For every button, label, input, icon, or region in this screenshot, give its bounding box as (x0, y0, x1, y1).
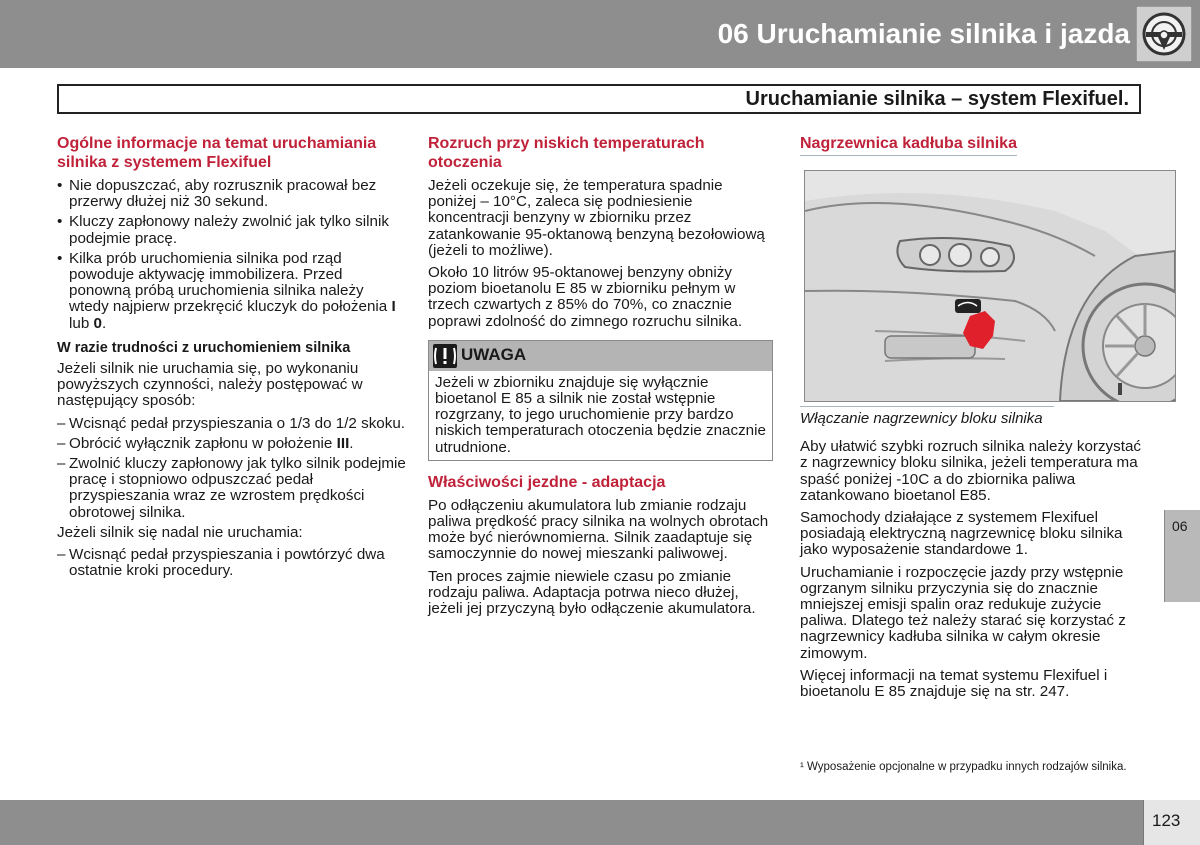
chapter-side-tab[interactable] (1164, 510, 1200, 602)
dash-marker: – (57, 455, 66, 473)
subheading-starting-difficulties: W razie trudności z uruchomieniem silnika (57, 339, 351, 356)
heading-cold-start: Rozruch przy niskich temperaturach otoczenia (428, 135, 705, 171)
warning-box (428, 340, 773, 461)
steering-wheel-icon (1136, 6, 1192, 62)
paragraph: Jeżeli oczekuje się, że temperatura spadnie poniżej – 10°C, zaleca się podniesienie koncentracji benzyny w zbiorniku przez zatankowanie 95-oktanową benzyną bezołowiową (jeżeli to możliwe). (428, 177, 765, 259)
list-item-text: Zwolnić kluczy zapłonowy jak tylko silnik podejmie pracę i stopniowo odpuszczać pedał przyspieszania wraz ze wzrostem prędkości obrotowej silnika. (69, 455, 406, 521)
caption-rule (800, 406, 1054, 407)
section-title: Uruchamianie silnika – system Flexifuel. (745, 88, 1129, 110)
dash-marker: – (57, 546, 66, 564)
page-number: 123 (1152, 811, 1181, 830)
list-item-text-end: . (101, 314, 107, 332)
list-item (57, 547, 407, 579)
list-item-text: Wcisnąć pedał przyspieszania o 1/3 do 1/2 skoku. (69, 414, 405, 432)
paragraph: Około 10 litrów 95-oktanowej benzyny obniży poziom bioetanolu E 85 w zbiorniku pełnym w trzech czwartych z 85% do 70%, co znacznie poprawi zdolność do zimnego rozruchu silnika. (428, 264, 743, 330)
list-item (57, 251, 407, 332)
page-number-box (1143, 800, 1200, 845)
list-item (57, 456, 407, 521)
list-item (57, 436, 407, 452)
list-item-text: Wcisnąć pedał przyspieszania i powtórzyć dwa ostatnie kroki procedury. (69, 546, 385, 580)
car-illustration-drawing (805, 171, 1175, 401)
chapter-header-bar (0, 0, 1200, 68)
warning-header (429, 341, 772, 371)
footnote: ¹ Wyposażenie opcjonalne w przypadku innych rodzajów silnika. (800, 761, 1127, 773)
paragraph: Aby ułatwić szybki rozruch silnika należy korzystać z nagrzewnicy bloku silnika, jeżeli temperatura ma spaść poniżej -10C a do zbiornika paliwa zatankowano bioetanol E85. (800, 438, 1141, 504)
list-item-text-end: . (349, 434, 354, 452)
paragraph: Po odłączeniu akumulatora lub zmianie rodzaju paliwa prędkość pracy silnika na wolnych obrotach może być nierównomierna. Silnik zaadaptuje się samoczynnie do nowej mieszanki paliwowej. (428, 496, 769, 563)
car-front-heater-socket-illustration (804, 170, 1176, 402)
bullet-marker: • (57, 213, 63, 231)
paragraph: Samochody działające z systemem Flexifuel posiadają elektryczną nagrzewnicę bloku silnika jako wyposażenie standardowe 1. (800, 509, 1123, 559)
list-item (57, 416, 407, 432)
key-position-III: III (336, 434, 350, 452)
key-position-0: 0 (93, 314, 102, 332)
paragraph: Jeżeli silnik nie uruchamia się, po wykonaniu powyższych czynności, należy postępować w następujący sposób: (57, 360, 363, 410)
list-item (57, 214, 407, 246)
heading-general-info: Ogólne informacje na temat uruchamiania silnika z systemem Flexifuel (57, 135, 377, 171)
figure-caption: Włączanie nagrzewnicy bloku silnika (800, 410, 1043, 427)
chapter-tab-label: 06 (1172, 518, 1188, 534)
paragraph: Więcej informacji na temat systemu Flexifuel i bioetanolu E 85 znajduje się na str. 247. (800, 666, 1108, 701)
bullet-marker: • (57, 249, 63, 267)
heading-adaptation: Właściwości jezdne - adaptacja (428, 473, 666, 491)
paragraph: Ten proces zajmie niewiele czasu po zmianie rodzaju paliwa. Adaptacja potrwa nieco dłużej, jeżeli jej przyczyną było odłączenie akumulatora. (428, 567, 756, 618)
list-item (57, 178, 407, 210)
column-cold-start (428, 134, 773, 623)
section-title-box (57, 84, 1141, 114)
footer-bar (0, 800, 1200, 845)
list-item-text: Nie dopuszczać, aby rozrusznik pracował bez przerwy dłużej niż 30 sekund. (69, 177, 377, 211)
heading-block-heater: Nagrzewnica kadłuba silnika (800, 134, 1017, 156)
chapter-title: 06 Uruchamianie silnika i jazda (717, 18, 1130, 49)
column-block-heater (800, 134, 1145, 706)
list-item-text-or: lub (69, 314, 90, 332)
paragraph: Jeżeli silnik się nadal nie uruchamia: (57, 523, 303, 541)
warning-exclamation-icon (433, 344, 457, 368)
bullet-marker: • (57, 177, 63, 194)
dash-marker: – (57, 434, 66, 452)
warning-title: UWAGA (461, 344, 527, 364)
dash-marker: – (57, 414, 66, 432)
paragraph: Uruchamianie i rozpoczęcie jazdy przy wstępnie ogrzanym silniku przyczynia się do znacznie mniejszej emisji spalin oraz redukuje zużycie paliwa. Dlatego też należy starać się korzystać z nagrzewnicy kadłuba silnika w całym okresie zimowym. (800, 563, 1126, 662)
list-item-text: Kluczy zapłonowy należy zwolnić jak tylko silnik podejmie pracę. (69, 213, 389, 247)
list-item-text: Obrócić wyłącznik zapłonu w położenie (69, 434, 333, 452)
column-general-info (57, 134, 407, 583)
warning-text: Jeżeli w zbiorniku znajduje się wyłącznie bioetanol E 85 a silnik nie został wstępnie rozgrzany, to jego uruchomienie przy bardzo niskich temperaturach otoczenia będzie znacznie utrudnione. (435, 373, 766, 456)
key-position-I: I (391, 298, 396, 316)
list-item-text: Kilka prób uruchomienia silnika pod rząd powoduje aktywację immobilizera. Przed ponowną próbą uruchomienia silnika należy wtedy najpierw przekręcić kluczyk do położenia (69, 249, 388, 316)
